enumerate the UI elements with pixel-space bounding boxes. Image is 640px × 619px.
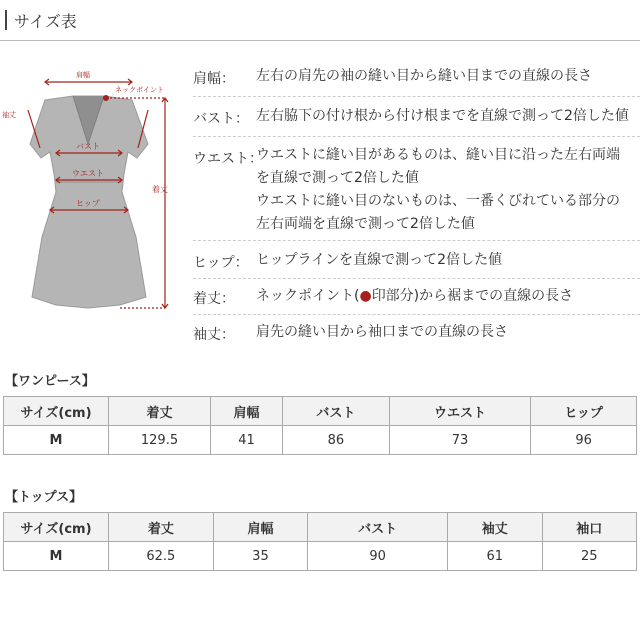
value-cell: 90 [308,542,448,571]
section-title-tops: 【トップス】 [5,490,83,505]
value-cell: 73 [389,426,530,455]
definition-text-line: ウエストに縫い目のないものは、一番くびれている部分の [256,193,620,209]
page-title: サイズ表 [14,12,77,31]
definition-text: ネックポイント(●印部分)から裾までの直線の長さ [256,288,574,304]
value-cell: 96 [531,426,637,455]
table-row [4,426,637,455]
definition-text-line: を直線で測って2倍した値 [256,170,419,186]
neck-point-dot [103,95,109,101]
header-cell: 肩幅 [210,397,282,426]
definition-term: バスト： [193,111,249,127]
label-waist: ウエスト [72,169,104,178]
value-cell: 62.5 [109,542,214,571]
label-sleeve: 袖丈 [2,111,16,119]
definition-text: 肩先の縫い目から袖口までの直線の長さ [256,324,508,340]
definition-text-line: ウエストに縫い目があるものは、縫い目に沿った左右両端 [256,147,620,163]
header-cell: バスト [308,513,448,542]
definition-text: 左右脇下の付け根から付け根までを直線で測って2倍した値 [256,108,629,124]
title-bar [0,0,640,41]
definition-term: 着丈： [193,291,235,307]
label-shoulder: 肩幅 [76,71,90,79]
divider [193,240,640,241]
header-cell: 袖丈 [448,513,542,542]
header-cell: バスト [283,397,390,426]
size-table-onepiece [3,396,637,455]
value-cell: 25 [542,542,636,571]
title-marker [5,10,7,30]
definition-term: ウエスト： [193,151,263,167]
table-header-row [4,513,637,542]
definition-term: ヒップ： [193,255,249,271]
definition-term: 肩幅： [193,71,235,87]
size-table-tops [3,512,637,571]
value-cell: 35 [213,542,307,571]
value-cell: 129.5 [109,426,211,455]
header-cell: ウエスト [389,397,530,426]
divider [193,314,640,315]
header-cell: 肩幅 [213,513,307,542]
header-cell: 着丈 [109,513,214,542]
table-header-row [4,397,637,426]
value-cell: 41 [210,426,282,455]
header-cell: サイズ(cm) [4,397,109,426]
divider [193,136,640,137]
header-cell: 着丈 [109,397,211,426]
value-cell: 61 [448,542,542,571]
label-neck-point: ネックポイント [115,86,164,94]
label-length: 着丈 [152,185,168,194]
label-hip: ヒップ [76,199,100,208]
divider [193,278,640,279]
dress-illustration [0,62,190,332]
table-row [4,542,637,571]
divider [193,96,640,97]
size-cell: M [4,542,109,571]
red-dot-mark: ● [359,288,372,304]
definition-text: 左右の肩先の袖の縫い目から縫い目までの直線の長さ [256,68,592,84]
header-cell: ヒップ [531,397,637,426]
header-cell: 袖口 [542,513,636,542]
definition-text-line: 左右両端を直線で測って2倍した値 [256,216,475,232]
definition-term: 袖丈： [193,327,235,343]
garment-diagram [0,62,190,332]
label-bust: バスト [76,142,100,151]
section-title-onepiece: 【ワンピース】 [5,374,95,389]
value-cell: 86 [283,426,390,455]
header-cell: サイズ(cm) [4,513,109,542]
definition-text: ヒップラインを直線で測って2倍した値 [256,252,503,268]
size-cell: M [4,426,109,455]
